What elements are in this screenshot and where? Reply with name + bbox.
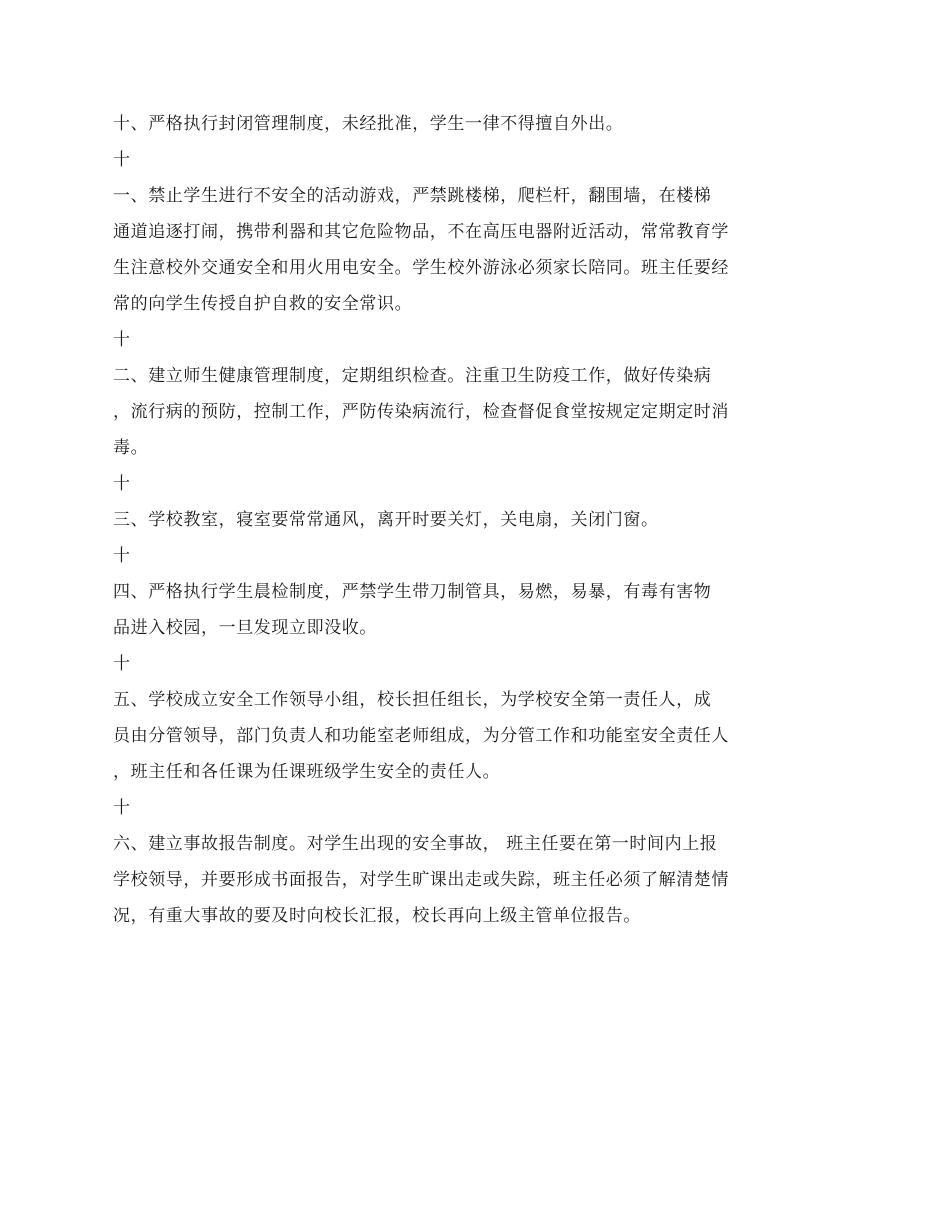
text-line: 十 [113, 546, 131, 566]
text-line: 十、严格执行封闭管理制度，未经批准，学生一律不得擅自外出。 [113, 114, 624, 134]
text-line: 常的向学生传授自护自救的安全常识。 [113, 294, 413, 314]
text-line: 品进入校园，一旦发现立即没收。 [113, 618, 377, 638]
text-line: 十 [113, 798, 131, 818]
text-line: 学校领导，并要形成书面报告，对学生旷课出走或失踪，班主任必须了解清楚情 [113, 870, 729, 890]
text-line: 员由分管领导，部门负责人和功能室老师组成，为分管工作和功能室安全责任人 [113, 726, 729, 746]
text-line: 二、建立师生健康管理制度，定期组织检查。注重卫生防疫工作，做好传染病 [113, 366, 712, 386]
text-line: 四、严格执行学生晨检制度，严禁学生带刀制管具，易燃，易暴，有毒有害物 [113, 582, 712, 602]
text-line: 十 [113, 330, 131, 350]
text-line: 一、禁止学生进行不安全的活动游戏，严禁跳楼梯，爬栏杆，翻围墙，在楼梯 [113, 186, 712, 206]
text-line: 况，有重大事故的要及时向校长汇报，校长再向上级主管单位报告。 [113, 906, 641, 926]
text-line: ，班主任和各任课为任课班级学生安全的责任人。 [113, 762, 501, 782]
text-line: 三、学校教室，寝室要常常通风，离开时要关灯，关电扇，关闭门窗。 [113, 510, 659, 530]
text-line: 生注意校外交通安全和用火用电安全。学生校外游泳必须家长陪同。班主任要经 [113, 258, 729, 278]
text-line: 毒。 [113, 438, 149, 458]
text-line: 六、建立事故报告制度。对学生出现的安全事故， 班主任要在第一时间内上报 [113, 834, 718, 854]
text-line: 通道追逐打闹，携带利器和其它危险物品，不在高压电器附近活动，常常教育学 [113, 222, 729, 242]
text-line: 十 [113, 474, 131, 494]
text-line: ，流行病的预防，控制工作，严防传染病流行，检查督促食堂按规定定期定时消 [113, 402, 729, 422]
text-line: 五、学校成立安全工作领导小组，校长担任组长，为学校安全第一责任人，成 [113, 690, 712, 710]
text-line: 十 [113, 150, 131, 170]
document-body [113, 106, 773, 934]
text-line: 十 [113, 654, 131, 674]
